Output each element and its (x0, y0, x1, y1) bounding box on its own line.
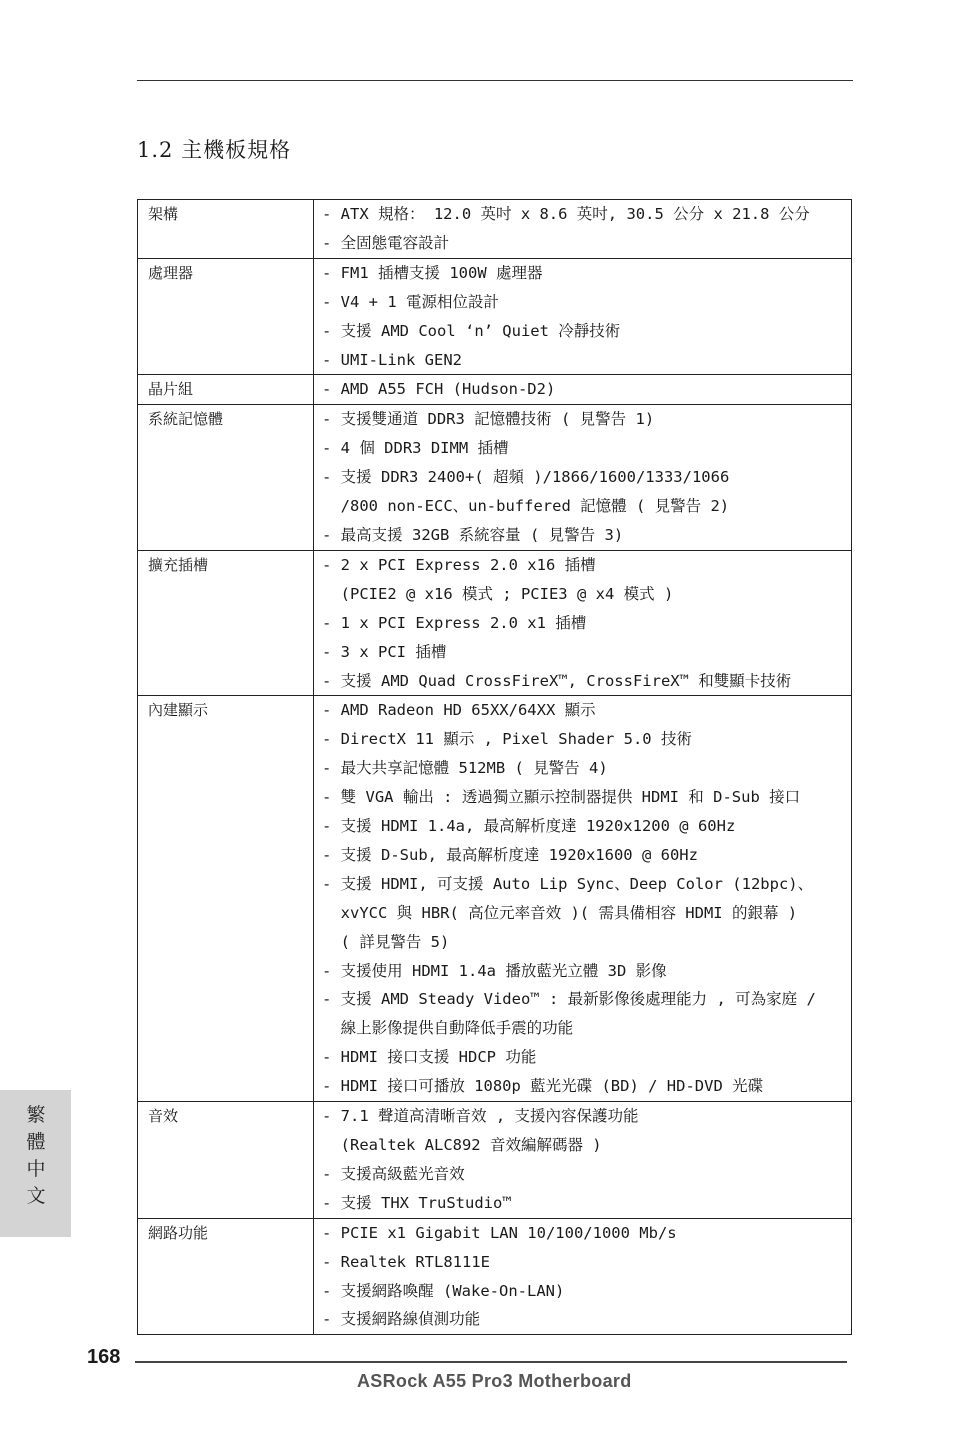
spec-row (138, 405, 852, 551)
spec-item: - 支援 AMD Cool ‘n’ Quiet 冷靜技術 (322, 321, 621, 340)
spec-items (314, 1102, 852, 1219)
spec-item: - 1 x PCI Express 2.0 x1 插槽 (322, 613, 587, 632)
spec-item: - 雙 VGA 輸出 : 透過獨立顯示控制器提供 HDMI 和 D-Sub 接口 (322, 788, 801, 807)
top-rule (137, 80, 853, 81)
spec-item: - 支援網路線偵測功能 (322, 1310, 481, 1329)
spec-items (314, 258, 852, 375)
spec-label: 內建顯示 (138, 696, 314, 1102)
spec-item: - 支援網路喚醒 (Wake-On-LAN) (322, 1281, 565, 1300)
spec-item: (Realtek ALC892 音效編解碼器 ) (322, 1136, 602, 1154)
spec-items (314, 696, 852, 1102)
spec-item: - 支援使用 HDMI 1.4a 播放藍光立體 3D 影像 (322, 961, 667, 980)
spec-table (137, 199, 852, 1335)
spec-item: - FM1 插槽支援 100W 處理器 (322, 263, 543, 282)
language-tab-text (24, 1102, 48, 1210)
spec-item: - 最大共享記憶體 512MB ( 見警告 4) (322, 759, 608, 778)
spec-label: 系統記憶體 (138, 405, 314, 551)
spec-item: - 最高支援 32GB 系統容量 ( 見警告 3) (322, 525, 624, 544)
spec-item: - 全固態電容設計 (322, 233, 450, 252)
spec-item: - 支援高級藍光音效 (322, 1164, 465, 1183)
language-tab-char: 繁 (26, 1104, 46, 1126)
language-tab-char: 體 (26, 1131, 46, 1153)
page-number: 168 (87, 1346, 121, 1368)
spec-row (138, 696, 852, 1102)
spec-label: 網路功能 (138, 1218, 314, 1335)
spec-item: - ATX 規格： 12.0 英吋 x 8.6 英吋, 30.5 公分 x 21.8 公分 (322, 205, 810, 223)
spec-item: - 7.1 聲道高清晰音效 , 支援內容保護功能 (322, 1107, 639, 1126)
spec-item: - 支援 HDMI 1.4a, 最高解析度達 1920x1200 @ 60Hz (322, 817, 736, 836)
spec-item: - HDMI 接口支援 HDCP 功能 (322, 1048, 537, 1067)
language-tab-char: 文 (26, 1185, 46, 1207)
spec-row (138, 1218, 852, 1335)
spec-row (138, 550, 852, 696)
spec-item: - PCIE x1 Gigabit LAN 10/100/1000 Mb/s (322, 1223, 677, 1242)
language-tab-char: 中 (26, 1158, 46, 1180)
spec-row (138, 375, 852, 405)
footer-product-name: ASRock A55 Pro3 Motherboard (357, 1371, 632, 1391)
spec-item: - 4 個 DDR3 DIMM 插槽 (322, 439, 509, 458)
spec-item: ( 詳見警告 5) (322, 932, 450, 951)
spec-row (138, 258, 852, 375)
spec-item: xvYCC 與 HBR( 高位元率音效 )( 需具備相容 HDMI 的銀幕 ) (322, 903, 798, 922)
spec-label: 晶片組 (138, 375, 314, 405)
spec-items (314, 375, 852, 405)
language-tab (0, 1090, 71, 1237)
spec-item: - 支援 THX TruStudio™ (322, 1193, 512, 1212)
spec-item: - 支援 AMD Quad CrossFireX™, CrossFireX™ 和雙顯卡技術 (322, 671, 792, 690)
section-title: 1.2 主機板規格 (137, 138, 292, 162)
spec-row (138, 1102, 852, 1219)
spec-item: (PCIE2 @ x16 模式 ; PCIE3 @ x4 模式 ) (322, 584, 674, 603)
spec-item: - 支援 AMD Steady Video™ : 最新影像後處理能力 , 可為家庭 / (322, 990, 816, 1009)
spec-items (314, 1218, 852, 1335)
spec-item: /800 non-ECC、un-buffered 記憶體 ( 見警告 2) (322, 497, 730, 516)
spec-items (314, 200, 852, 259)
spec-items (314, 550, 852, 696)
spec-label: 架構 (138, 200, 314, 259)
spec-item: - DirectX 11 顯示 , Pixel Shader 5.0 技術 (322, 730, 692, 749)
spec-item: - V4 + 1 電源相位設計 (322, 292, 499, 311)
spec-label: 處理器 (138, 258, 314, 375)
spec-item: - 2 x PCI Express 2.0 x16 插槽 (322, 555, 596, 574)
spec-item: 線上影像提供自動降低手震的功能 (322, 1019, 574, 1038)
spec-item: - 支援雙通道 DDR3 記憶體技術 ( 見警告 1) (322, 410, 655, 429)
spec-item: - 支援 HDMI, 可支援 Auto Lip Sync、Deep Color (12bpc)、 (322, 874, 814, 893)
spec-item: - AMD Radeon HD 65XX/64XX 顯示 (322, 701, 596, 720)
spec-item: - 3 x PCI 插槽 (322, 642, 447, 661)
spec-item: - 支援 D-Sub, 最高解析度達 1920x1600 @ 60Hz (322, 845, 698, 864)
spec-label: 音效 (138, 1102, 314, 1219)
spec-item: - HDMI 接口可播放 1080p 藍光光碟 (BD) / HD-DVD 光碟 (322, 1077, 764, 1096)
spec-row (138, 200, 852, 259)
spec-item: - Realtek RTL8111E (322, 1252, 490, 1271)
spec-label: 擴充插槽 (138, 550, 314, 696)
spec-items (314, 405, 852, 551)
spec-item: - UMI-Link GEN2 (322, 350, 462, 369)
bottom-rule (135, 1361, 847, 1363)
spec-item: - 支援 DDR3 2400+( 超頻 )/1866/1600/1333/1066 (322, 468, 730, 487)
spec-item: - AMD A55 FCH (Hudson-D2) (322, 380, 556, 399)
